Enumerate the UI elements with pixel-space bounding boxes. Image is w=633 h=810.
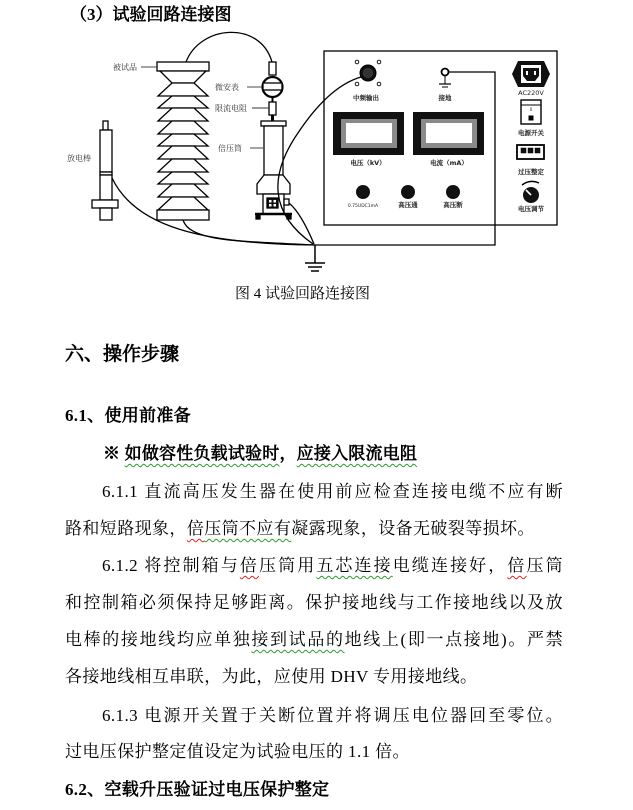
current-display-screen (426, 123, 472, 143)
discharge-rod-handle (100, 208, 112, 220)
ground-terminal-post (442, 69, 449, 76)
connector-inner (364, 69, 373, 78)
label-ground: 接地 (438, 94, 452, 102)
label-overvoltage-setting: 过压整定 (518, 168, 544, 176)
insulator-shed (158, 83, 208, 96)
doubler-ground-wire (289, 203, 314, 244)
test-object-insulator (157, 62, 209, 220)
paragraph-6-1-1-line (65, 519, 563, 539)
insulator-base (157, 210, 209, 220)
current-display (413, 112, 484, 155)
label-hv-off: 高压断 (443, 201, 463, 209)
text-run: 凝露现象，设备无破裂等损坏。 (291, 519, 535, 538)
power-inlet-socket (512, 61, 550, 87)
label-power-switch: 电源开关 (518, 129, 544, 137)
label-test-object: 被试品 (113, 63, 137, 72)
text-run: 压筒用 (259, 556, 317, 575)
doubler-socket-pin (269, 204, 272, 207)
insulator-shed (158, 134, 208, 146)
label-voltage-display: 电压（kV） (350, 159, 386, 167)
resistor-body (269, 102, 276, 115)
text-run: 压筒 (526, 556, 564, 575)
discharge-rod-lower-tube (100, 175, 112, 200)
paragraph-6-1-2-line (65, 593, 563, 613)
mounting-hole (377, 60, 381, 64)
dip-switch-tab (528, 148, 533, 153)
text-run: 6.1.3 电源开关置于关断位置并将调压电位器回至零位。 (102, 706, 563, 725)
current-limiting-resistor (269, 102, 276, 121)
power-inlet-pin (534, 71, 536, 75)
label-current-limiting-resistor: 限流电阻 (215, 104, 247, 113)
section-title: （3）试验回路连接图 (70, 5, 232, 24)
section-6-2-heading: 6.2、空载升压验证过电压保护整定 (65, 780, 330, 799)
insulator-shed (158, 197, 208, 210)
chapter-heading: 六、操作步骤 (65, 344, 180, 365)
doubler-socket-pin (269, 200, 272, 203)
spelling-error-mark: 倍 (186, 519, 205, 538)
mounting-hole (377, 82, 381, 86)
doubler-ground-terminal (284, 199, 289, 205)
doubler-top-plate (261, 121, 286, 126)
dip-switch-tab (521, 148, 526, 153)
circuit-diagram (0, 0, 633, 285)
label-voltage-adjust: 电压调节 (518, 205, 544, 213)
power-inlet-pin (526, 71, 528, 75)
voltage-doubler (255, 121, 292, 219)
voltage-display (333, 112, 404, 155)
text-run: ※ (103, 444, 125, 463)
label-discharge-rod: 放电棒 (67, 154, 91, 163)
text-run: 6.1.1 直流高压发生器在使用前应检查连接电缆不应有断 (102, 482, 563, 501)
section-6-1-heading: 6.1、使用前准备 (65, 406, 191, 425)
spelling-error-mark: 倍 (507, 556, 527, 575)
discharge-rod (92, 121, 118, 220)
label-microammeter: 微安表 (215, 83, 239, 92)
insulator-neck (160, 71, 206, 83)
insulator-shed (158, 184, 208, 197)
label-current-display: 电流（mA） (430, 159, 468, 167)
text-run: 6.1.2 将控制箱与 (102, 556, 240, 575)
text-run: 路和短路现象， (65, 519, 187, 538)
component-labels (67, 62, 247, 163)
capacitive-load-note (103, 444, 417, 464)
insulator-shed (158, 146, 208, 159)
grammar-error-mark: 如做容性负载试验时 (124, 444, 280, 463)
dip-switch-tab (535, 148, 540, 153)
voltage-display-screen (346, 123, 392, 143)
figure-caption: 图 4 试验回路连接图 (235, 286, 371, 302)
test-object-ground-wire (183, 220, 315, 245)
discharge-rod-tip (103, 121, 108, 130)
label-switch-zero: 0 (529, 107, 533, 112)
microammeter-window (263, 83, 282, 90)
earth-ground-icon (305, 245, 325, 271)
power-switch (521, 100, 541, 124)
microammeter-terminal (269, 62, 276, 75)
discharge-rod-upper-tube (100, 130, 112, 172)
label-hv-on: 高压通 (398, 201, 418, 209)
insulator-shed (158, 172, 208, 184)
mounting-hole (355, 60, 359, 64)
text-run: 地线上(即一点接地)。严禁 (344, 630, 564, 649)
overvoltage-dip-switch (517, 145, 544, 159)
doubler-socket-pin (274, 204, 277, 207)
grammar-error-mark: 压筒不应有 (204, 519, 292, 538)
spelling-error-mark: 倍 (239, 556, 259, 575)
text-run: 各接地线相互串联，为此，应使用 DHV 专用接地线。 (65, 667, 478, 686)
discharge-rod-flange (92, 200, 118, 208)
paragraph-6-1-1-line (102, 482, 563, 502)
text-run: 过电压保护整定值设定为试验电压的 1.1 倍。 (65, 742, 410, 761)
paragraph-6-1-2-line (102, 556, 563, 576)
text-run: 电缆连接好， (392, 556, 508, 575)
grammar-error-mark: 应接入限流电阻 (296, 444, 418, 463)
grammar-error-mark: 接到试品的 (251, 630, 345, 649)
paragraph-6-1-2-line (65, 630, 563, 650)
doubler-socket-pin (274, 200, 277, 203)
doubler-wheel (256, 214, 260, 219)
text-run: ， (279, 444, 297, 463)
microammeter (263, 62, 283, 102)
text-run: 和控制箱必须保持足够距离。保护接地线与工作接地线以及放 (65, 593, 563, 612)
doubler-base (257, 175, 290, 194)
label-power-input: AC220V (518, 89, 544, 97)
mounting-hole (355, 82, 359, 86)
hv-off-button (446, 185, 460, 199)
paragraph-6-1-2-line (65, 667, 563, 687)
label-075-udc: 0.75UDC1mA (347, 204, 379, 209)
doubler-socket (267, 198, 278, 208)
power-switch-indicator (529, 116, 533, 120)
insulator-shed (158, 96, 208, 108)
hv-lead-wire (186, 32, 272, 62)
insulator-top-cap (157, 62, 209, 71)
button-075-udc (356, 185, 370, 199)
text-run: 电棒的接地线均应单独 (65, 630, 252, 649)
hv-on-button (401, 185, 415, 199)
insulator-shed (158, 159, 208, 172)
insulator-shed (158, 121, 208, 134)
label-voltage-doubler: 倍压筒 (218, 144, 242, 153)
insulator-shed (158, 108, 208, 121)
grammar-error-mark: 五芯连接 (316, 556, 393, 575)
paragraph-6-1-3-line (102, 706, 563, 726)
paragraph-6-1-3-line (65, 742, 563, 762)
label-mid-frequency-output: 中频输出 (353, 94, 379, 102)
